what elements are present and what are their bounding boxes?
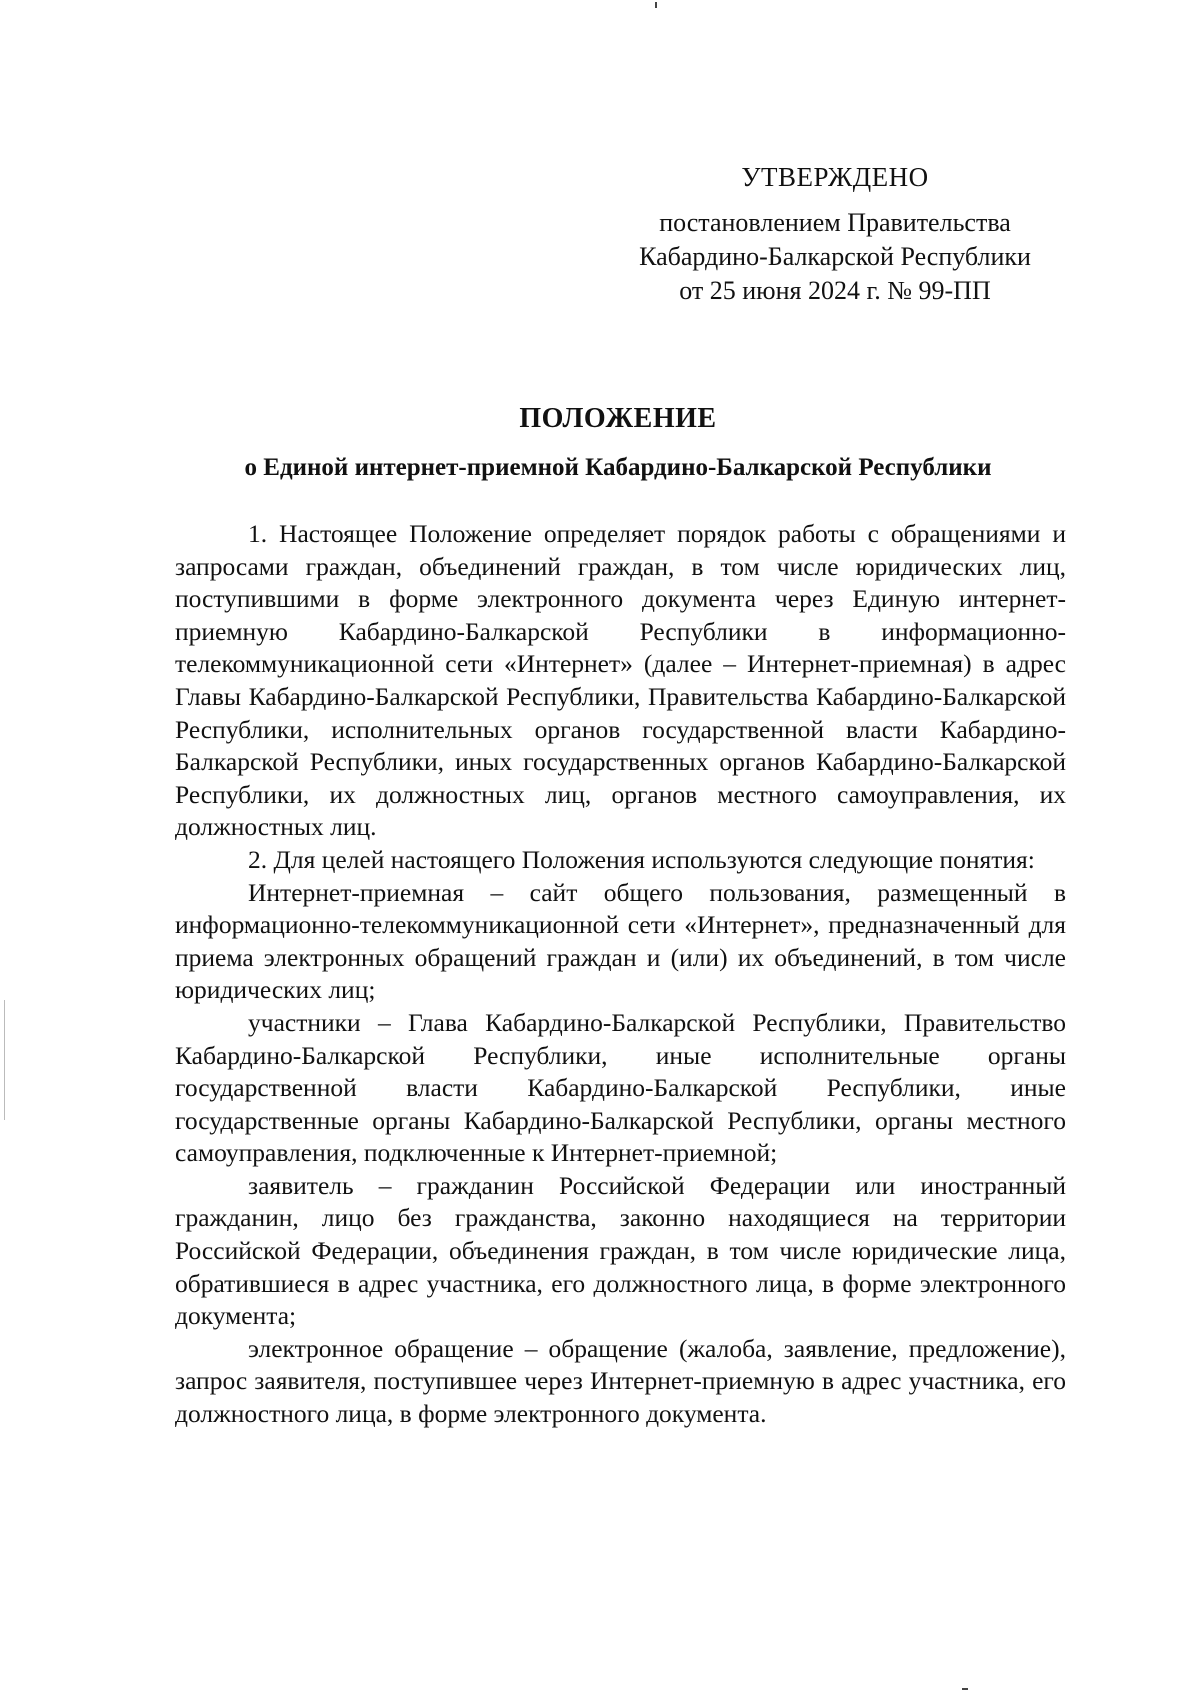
scan-speck-top <box>655 2 657 8</box>
approval-line-republic: Кабардино-Балкарской Республики <box>639 242 1031 271</box>
definition-participants: участники – Глава Кабардино-Балкарской Республики, Правительство Кабардино-Балкарской Республики, иные исполнительные органы государственной власти Кабардино-Балкарской Республики, иные государственные органы Кабардино-Балкарской Республики, органы местного самоуправления, подключенные к Интернет-приемной; <box>175 1007 1066 1168</box>
scan-speck-bottom <box>962 1688 968 1690</box>
approval-line-decree: постановлением Правительства <box>659 208 1011 237</box>
document-subtitle: о Единой интернет-приемной Кабардино-Балкарской Республики <box>244 454 992 481</box>
document-heading <box>170 402 1066 484</box>
document-title: ПОЛОЖЕНИЕ <box>519 403 717 434</box>
definition-applicant: заявитель – гражданин Российской Федерации или иностранный гражданин, лицо без гражданства, законно находящиеся на территории Российской Федерации, объединения граждан, в том числе юридические лица, обратившиеся в адрес участника, его должностного лица, в форме электронного документа; <box>175 1170 1066 1331</box>
definition-internet-reception: Интернет-приемная – сайт общего пользования, размещенный в информационно-телекоммуникационной сети «Интернет», предназначенный для приема электронных обращений граждан и (или) их объединений, в том числе юридических лиц; <box>175 877 1066 1005</box>
approval-block <box>600 160 1070 308</box>
paragraph-2: 2. Для целей настоящего Положения используются следующие понятия: <box>248 844 1035 874</box>
approval-line-date: от 25 июня 2024 г. № 99-ПП <box>679 276 991 305</box>
paragraph-1: 1. Настоящее Положение определяет порядок работы с обращениями и запросами граждан, объединений граждан, в том числе юридических лиц, поступившими в форме электронного документа через Единую интернет-приемную Кабардино-Балкарской Республики в информационно-телекоммуникационной сети «Интернет» (далее – Интернет-приемная) в адрес Главы Кабардино-Балкарской Республики, Правительства Кабардино-Балкарской Республики, исполнительных органов государственной власти Кабардино-Балкарской Республики, иных государственных органов Кабардино-Балкарской Республики, их должностных лиц, органов местного самоуправления, их должностных лиц. <box>175 519 1066 842</box>
document-body <box>175 518 1066 1431</box>
approval-title: УТВЕРЖДЕНО <box>741 162 929 192</box>
definition-electronic-appeal: электронное обращение – обращение (жалоба, заявление, предложение), запрос заявителя, поступившее через Интернет-приемную в адрес участника, его должностного лица, в форме электронного документа. <box>175 1333 1066 1429</box>
scan-speck-left <box>4 1000 5 1120</box>
